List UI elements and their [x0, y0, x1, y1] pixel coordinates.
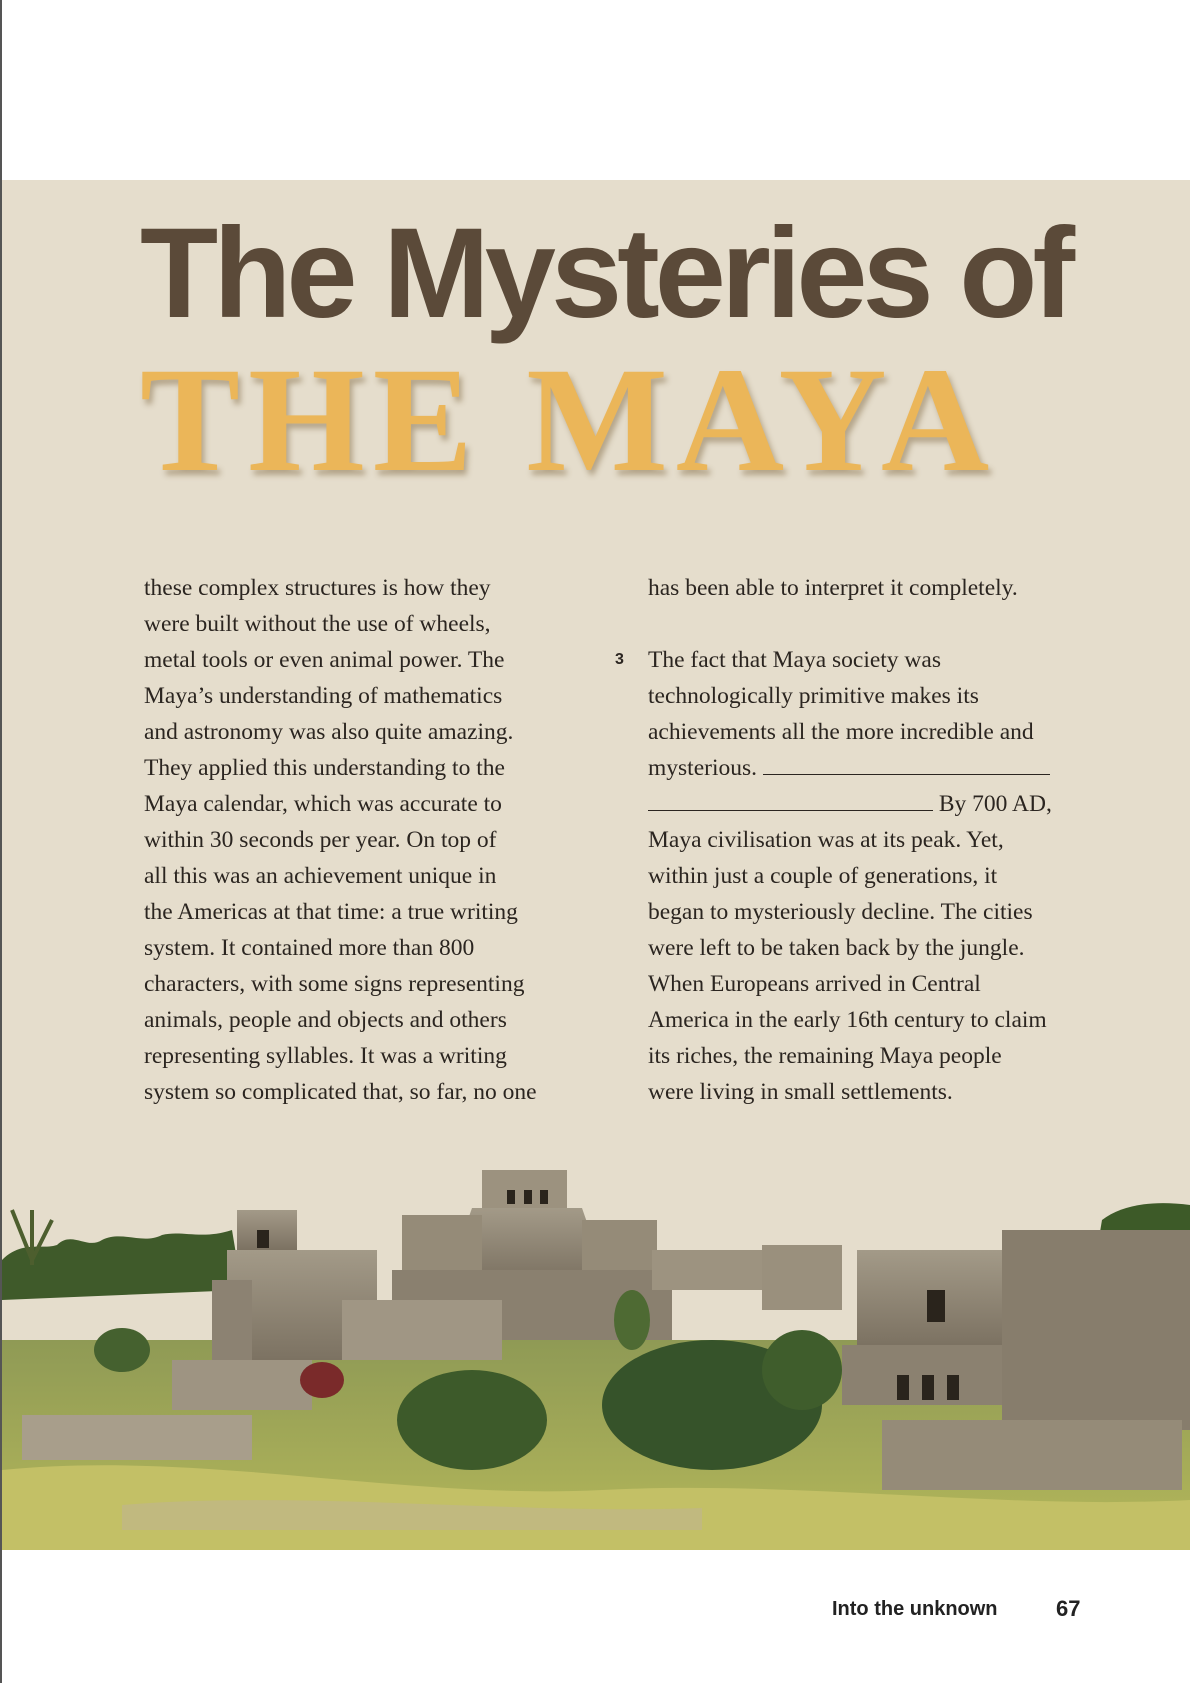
body-line: When Europeans arrived in Central: [648, 971, 981, 997]
body-line: system so complicated that, so far, no one: [144, 1079, 537, 1105]
body-line: Maya calendar, which was accurate to: [144, 791, 502, 817]
body-line: technologically primitive makes its: [648, 683, 979, 709]
body-line: began to mysteriously decline. The cities: [648, 899, 1033, 925]
body-line: the Americas at that time: a true writing: [144, 899, 518, 925]
maya-ruins-photo: [2, 1170, 1190, 1550]
body-line: representing syllables. It was a writing: [144, 1043, 507, 1069]
right-column: [615, 570, 1108, 1110]
body-line: animals, people and objects and others: [144, 1007, 507, 1033]
fill-in-blank[interactable]: [763, 750, 1050, 775]
body-line: metal tools or even animal power. The: [144, 647, 505, 673]
body-line: and astronomy was also quite amazing.: [144, 719, 514, 745]
body-line: were left to be taken back by the jungle.: [648, 935, 1025, 961]
body-line: its riches, the remaining Maya people: [648, 1043, 1002, 1069]
title-line-2: THE MAYA: [140, 337, 998, 503]
page-number: 67: [1056, 1596, 1081, 1621]
fill-in-blank[interactable]: [648, 786, 933, 811]
title-line-1: The Mysteries of: [140, 202, 1071, 345]
body-line: these complex structures is how they: [144, 575, 491, 601]
body-line: all this was an achievement unique in: [144, 863, 497, 889]
body-line: characters, with some signs representing: [144, 971, 525, 997]
body-line: America in the early 16th century to claim: [648, 1007, 1047, 1033]
body-line: Maya’s understanding of mathematics: [144, 683, 503, 709]
gap-line-end-text: By 700 AD,: [938, 791, 1052, 817]
body-line: within 30 seconds per year. On top of: [144, 827, 497, 853]
footer-section-title: Into the unknown: [832, 1598, 998, 1620]
paragraph-spacer: [648, 606, 1108, 642]
gap-line-second: [648, 786, 1108, 822]
body-line: within just a couple of generations, it: [648, 863, 998, 889]
body-line: The fact that Maya society was: [648, 647, 941, 673]
continuation-line: has been able to interpret it completely.: [648, 575, 1018, 601]
paragraph-3: [615, 642, 1108, 1110]
paragraph-number: 3: [615, 651, 624, 668]
body-line: were living in small settlements.: [648, 1079, 953, 1105]
body-line: were built without the use of wheels,: [144, 611, 491, 637]
body-line: achievements all the more incredible and: [648, 719, 1034, 745]
left-column: [144, 570, 644, 1110]
gap-line-start-text: mysterious.: [648, 755, 758, 781]
body-line: They applied this understanding to the: [144, 755, 505, 781]
body-line: Maya civilisation was at its peak. Yet,: [648, 827, 1004, 853]
body-line: system. It contained more than 800: [144, 935, 475, 961]
gap-line-first: [648, 750, 1108, 786]
